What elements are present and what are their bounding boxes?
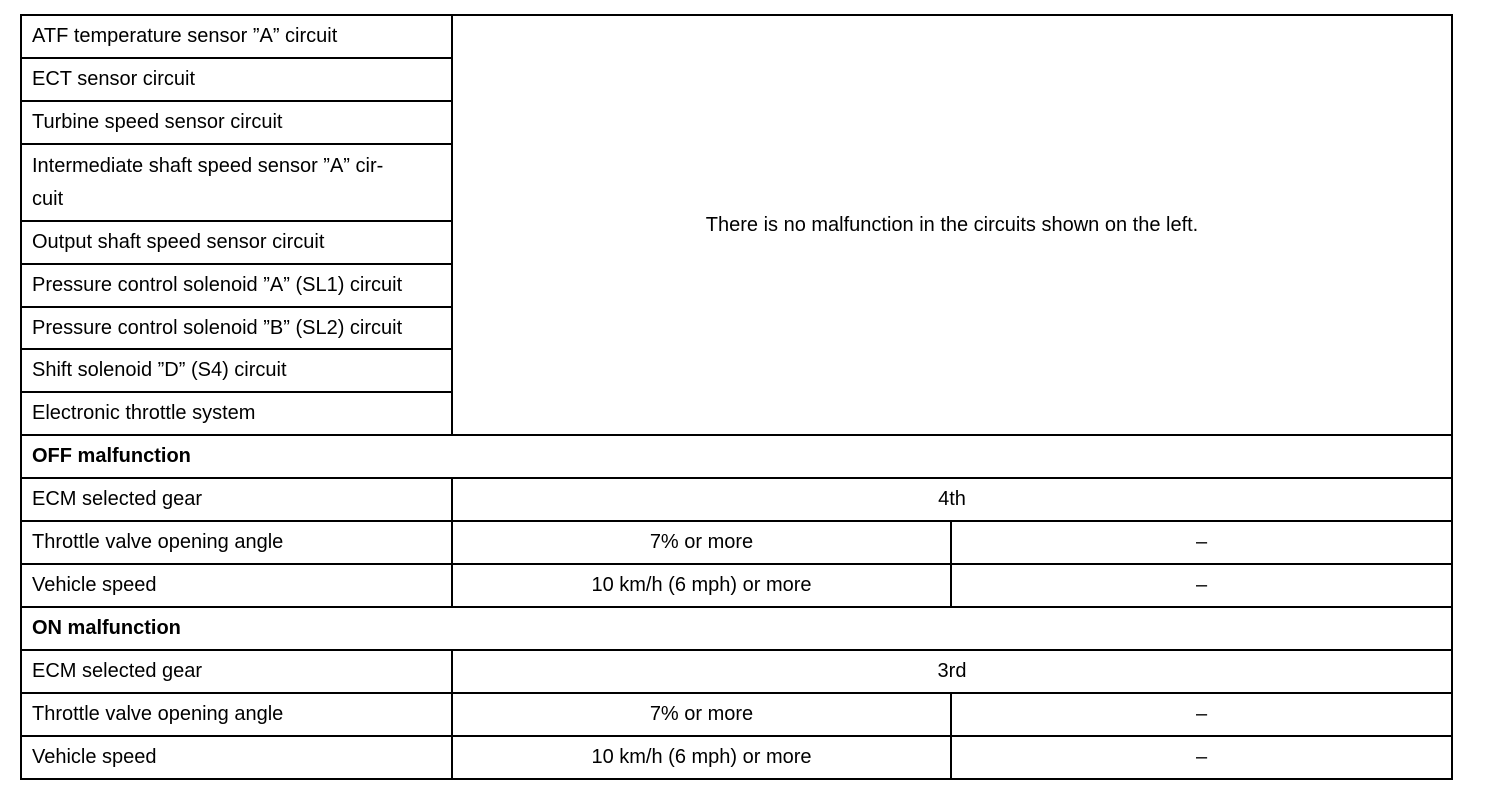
section-row-on bbox=[21, 607, 1452, 650]
off-gear-value: 4th bbox=[452, 478, 1452, 521]
on-speed-value: 10 km/h (6 mph) or more bbox=[452, 736, 951, 779]
off-speed-alt: – bbox=[951, 564, 1452, 607]
off-throttle-alt: – bbox=[951, 521, 1452, 564]
circuit-intermediate-shaft-speed-sensor bbox=[21, 144, 452, 221]
on-gear-value: 3rd bbox=[452, 650, 1452, 693]
table-row bbox=[21, 693, 1452, 736]
on-throttle-value: 7% or more bbox=[452, 693, 951, 736]
circuit-pressure-solenoid-a: Pressure control solenoid ”A” (SL1) circuit bbox=[21, 264, 452, 307]
off-malfunction-heading: OFF malfunction bbox=[21, 435, 1452, 478]
section-row-off bbox=[21, 435, 1452, 478]
on-throttle-alt: – bbox=[951, 693, 1452, 736]
circuit-ect-sensor: ECT sensor circuit bbox=[21, 58, 452, 101]
circuit-pressure-solenoid-b: Pressure control solenoid ”B” (SL2) circuit bbox=[21, 307, 452, 349]
on-gear-label: ECM selected gear bbox=[21, 650, 452, 693]
table-row bbox=[21, 564, 1452, 607]
circuit-intermediate-line-1: Intermediate shaft speed sensor ”A” cir- bbox=[32, 154, 384, 177]
on-speed-label: Vehicle speed bbox=[21, 736, 452, 779]
off-speed-value: 10 km/h (6 mph) or more bbox=[452, 564, 951, 607]
table-row bbox=[21, 478, 1452, 521]
circuit-output-shaft-speed-sensor: Output shaft speed sensor circuit bbox=[21, 221, 452, 264]
table-row bbox=[21, 15, 1452, 58]
circuit-turbine-speed-sensor: Turbine speed sensor circuit bbox=[21, 101, 452, 144]
circuit-intermediate-line-2: cuit bbox=[32, 187, 64, 210]
off-throttle-label: Throttle valve opening angle bbox=[21, 521, 452, 564]
on-throttle-label: Throttle valve opening angle bbox=[21, 693, 452, 736]
off-throttle-value: 7% or more bbox=[452, 521, 951, 564]
table-row bbox=[21, 650, 1452, 693]
circuit-electronic-throttle: Electronic throttle system bbox=[21, 392, 452, 435]
circuit-shift-solenoid-d: Shift solenoid ”D” (S4) circuit bbox=[21, 349, 452, 392]
off-speed-label: Vehicle speed bbox=[21, 564, 452, 607]
on-malfunction-heading: ON malfunction bbox=[21, 607, 1452, 650]
off-gear-label: ECM selected gear bbox=[21, 478, 452, 521]
table-row bbox=[21, 521, 1452, 564]
malfunction-conditions-table bbox=[20, 14, 1453, 780]
table-row bbox=[21, 736, 1452, 779]
no-malfunction-note: There is no malfunction in the circuits shown on the left. bbox=[452, 15, 1452, 435]
circuit-atf-temp-sensor: ATF temperature sensor ”A” circuit bbox=[21, 15, 452, 58]
on-speed-alt: – bbox=[951, 736, 1452, 779]
